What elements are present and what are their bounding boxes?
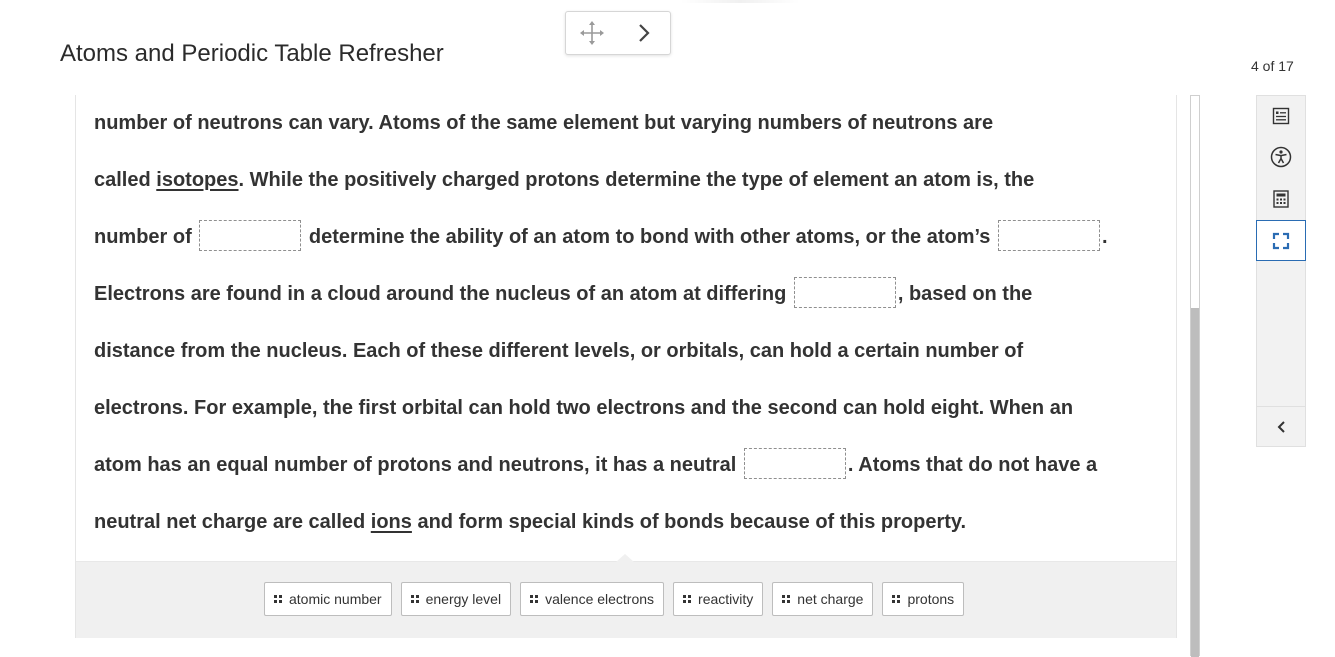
answer-chip-energy-level[interactable]: energy level bbox=[401, 582, 512, 616]
passage-line: distance from the nucleus. Each of these different levels, or orbitals, can hold a certain number of bbox=[94, 340, 1024, 362]
fullscreen-icon bbox=[1272, 232, 1290, 250]
scrollbar[interactable] bbox=[1190, 95, 1200, 656]
page-counter: 4 of 17 bbox=[1251, 58, 1294, 74]
drag-handle-icon bbox=[530, 595, 538, 603]
page-title: Atoms and Periodic Table Refresher bbox=[60, 40, 444, 67]
passage-text bbox=[94, 95, 1164, 551]
drag-handle-icon bbox=[683, 595, 691, 603]
calculator-button[interactable] bbox=[1257, 179, 1305, 219]
answer-chip-atomic-number[interactable]: atomic number bbox=[264, 582, 392, 616]
move-icon[interactable] bbox=[574, 15, 610, 51]
question-panel bbox=[75, 95, 1177, 638]
drag-handle-icon bbox=[411, 595, 419, 603]
accessibility-icon bbox=[1270, 146, 1292, 168]
passage-line: number of determine the ability of an atom to bond with other atoms, or the atom’s . bbox=[94, 209, 1164, 266]
top-shadow bbox=[680, 0, 800, 3]
term-ions: ions bbox=[370, 511, 412, 533]
passage-line: Electrons are found in a cloud around the nucleus of an atom at differing , based on the bbox=[94, 266, 1164, 323]
passage-line: atom has an equal number of protons and neutrons, it has a neutral . Atoms that do not have a bbox=[94, 437, 1164, 494]
answer-chip-valence-electrons[interactable]: valence electrons bbox=[520, 582, 664, 616]
answer-chip-reactivity[interactable]: reactivity bbox=[673, 582, 763, 616]
next-button[interactable] bbox=[626, 15, 662, 51]
fullscreen-button[interactable] bbox=[1256, 220, 1306, 261]
drag-handle-icon bbox=[782, 595, 790, 603]
passage-line: called isotopes. While the positively charged protons determine the type of element an atom is, the bbox=[94, 169, 1035, 191]
answer-chip-protons[interactable]: protons bbox=[882, 582, 964, 616]
answer-chip-net-charge[interactable]: net charge bbox=[772, 582, 873, 616]
drop-zone-3[interactable] bbox=[794, 277, 896, 308]
notepad-button[interactable] bbox=[1257, 96, 1305, 136]
passage-line: electrons. For example, the first orbital can hold two electrons and the second can hold eight. When an bbox=[94, 397, 1074, 419]
chevron-right-icon bbox=[635, 22, 653, 44]
passage-line: number of neutrons can vary. Atoms of the same element but varying numbers of neutrons are bbox=[94, 112, 994, 134]
drag-handle-icon bbox=[274, 595, 282, 603]
answer-bank bbox=[76, 561, 1176, 638]
drop-zone-1[interactable] bbox=[199, 220, 301, 251]
calculator-icon bbox=[1273, 190, 1289, 208]
drop-zone-2[interactable] bbox=[998, 220, 1100, 251]
drop-zone-4[interactable] bbox=[744, 448, 846, 479]
scrollbar-thumb[interactable] bbox=[1191, 308, 1199, 657]
floating-toolbar bbox=[565, 11, 671, 55]
accessibility-button[interactable] bbox=[1257, 137, 1305, 177]
collapse-tools-button[interactable] bbox=[1257, 407, 1305, 447]
passage-line: neutral net charge are called ions and form special kinds of bonds because of this property. bbox=[94, 511, 967, 533]
chevron-left-icon bbox=[1275, 419, 1287, 435]
notepad-icon bbox=[1272, 107, 1290, 125]
term-isotopes: isotopes bbox=[156, 169, 239, 191]
bank-notch bbox=[616, 554, 634, 562]
drag-handle-icon bbox=[892, 595, 900, 603]
tools-sidebar bbox=[1256, 95, 1306, 447]
answer-options bbox=[264, 582, 964, 616]
